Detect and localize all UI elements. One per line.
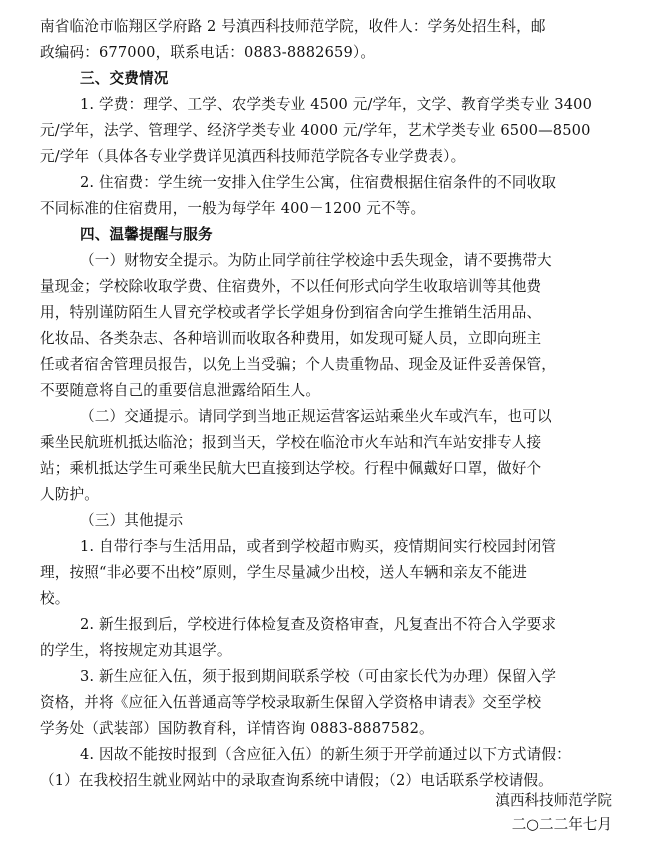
- transport-line-1: （二）交通提示。请同学到当地正规运营客运站乘坐火车或汽车，也可以: [80, 408, 552, 425]
- section-heading-fees: 三、交费情况: [80, 70, 169, 87]
- other-tips-heading: （三）其他提示: [80, 512, 184, 529]
- safety-line-2: 量现金；学校除收取学费、住宿费外，不以任何形式向学生收取培训等其他费: [40, 278, 542, 295]
- tip-1-line-2: 理，按照“非必要不出校”原则，学生尽量减少出校，送人车辆和亲友不能进: [40, 564, 528, 581]
- tip-3-line-1: 3. 新生应征入伍，须于报到期间联系学校（可由家长代为办理）保留入学: [80, 668, 557, 685]
- section-heading-reminders: 四、温馨提醒与服务: [80, 226, 213, 243]
- address-line-1: 南省临沧市临翔区学府路 2 号滇西科技师范学院，收件人：学务处招生科，邮: [40, 18, 546, 35]
- tip-2-line-1: 2. 新生报到后，学校进行体检复查及资格审查，凡复查出不符合入学要求: [80, 616, 557, 633]
- safety-line-3: 用，特别谨防陌生人冒充学校或者学长学姐身份到宿舍向学生推销生活用品、: [40, 304, 542, 321]
- address-line-2: 政编码：677000，联系电话：0883-8882659）。: [40, 44, 376, 61]
- lodging-line-2: 不同标准的住宿费用，一般为每学年 400－1200 元不等。: [40, 200, 426, 217]
- transport-line-4: 人防护。: [40, 486, 99, 503]
- signature-date: 二○二二年七月: [511, 816, 612, 833]
- lodging-line-1: 2. 住宿费：学生统一安排入住学生公寓，住宿费根据住宿条件的不同收取: [80, 174, 557, 191]
- safety-line-6: 不要随意将自己的重要信息泄露给陌生人。: [40, 382, 321, 399]
- tip-1-line-1: 1. 自带行李与生活用品，或者到学校超市购买，疫情期间实行校园封闭管: [80, 538, 557, 555]
- tip-3-line-2: 资格，并将《应征入伍普通高等学校录取新生保留入学资格申请表》交至学校: [40, 694, 542, 711]
- transport-line-2: 乘坐民航班机抵达临沧；报到当天，学校在临沧市火车站和汽车站安排专人接: [40, 434, 542, 451]
- tip-4-line-2: （1）在我校招生就业网站中的录取查询系统中请假；（2）电话联系学校请假。: [40, 772, 553, 789]
- tuition-line-3: 元/学年（具体各专业学费详见滇西科技师范学院各专业学费表）。: [40, 148, 466, 165]
- tip-1-line-3: 校。: [40, 590, 70, 607]
- tip-3-line-3: 学务处（武装部）国防教育科，详情咨询 0883-8887582。: [40, 720, 434, 737]
- safety-line-5: 任或者宿舍管理员报告，以免上当受骗；个人贵重物品、现金及证件妥善保管，: [40, 356, 557, 373]
- tip-2-line-2: 的学生，将按规定劝其退学。: [40, 642, 232, 659]
- tuition-line-1: 1. 学费：理学、工学、农学类专业 4500 元/学年，文学、教育学类专业 3400: [80, 96, 593, 113]
- tuition-line-2: 元/学年，法学、管理学、经济学类专业 4000 元/学年，艺术学类专业 6500—8500: [40, 122, 591, 139]
- safety-line-4: 化妆品、各类杂志、各种培训而收取各种费用，如发现可疑人员，立即向班主: [40, 330, 542, 347]
- transport-line-3: 站；乘机抵达学生可乘坐民航大巴直接到达学校。行程中佩戴好口罩，做好个: [40, 460, 542, 477]
- signature-institution: 滇西科技师范学院: [495, 792, 612, 809]
- safety-line-1: （一）财物安全提示。为防止同学前往学校途中丢失现金，请不要携带大: [80, 252, 552, 269]
- tip-4-line-1: 4. 因故不能按时报到（含应征入伍）的新生须于开学前通过以下方式请假：: [80, 746, 571, 763]
